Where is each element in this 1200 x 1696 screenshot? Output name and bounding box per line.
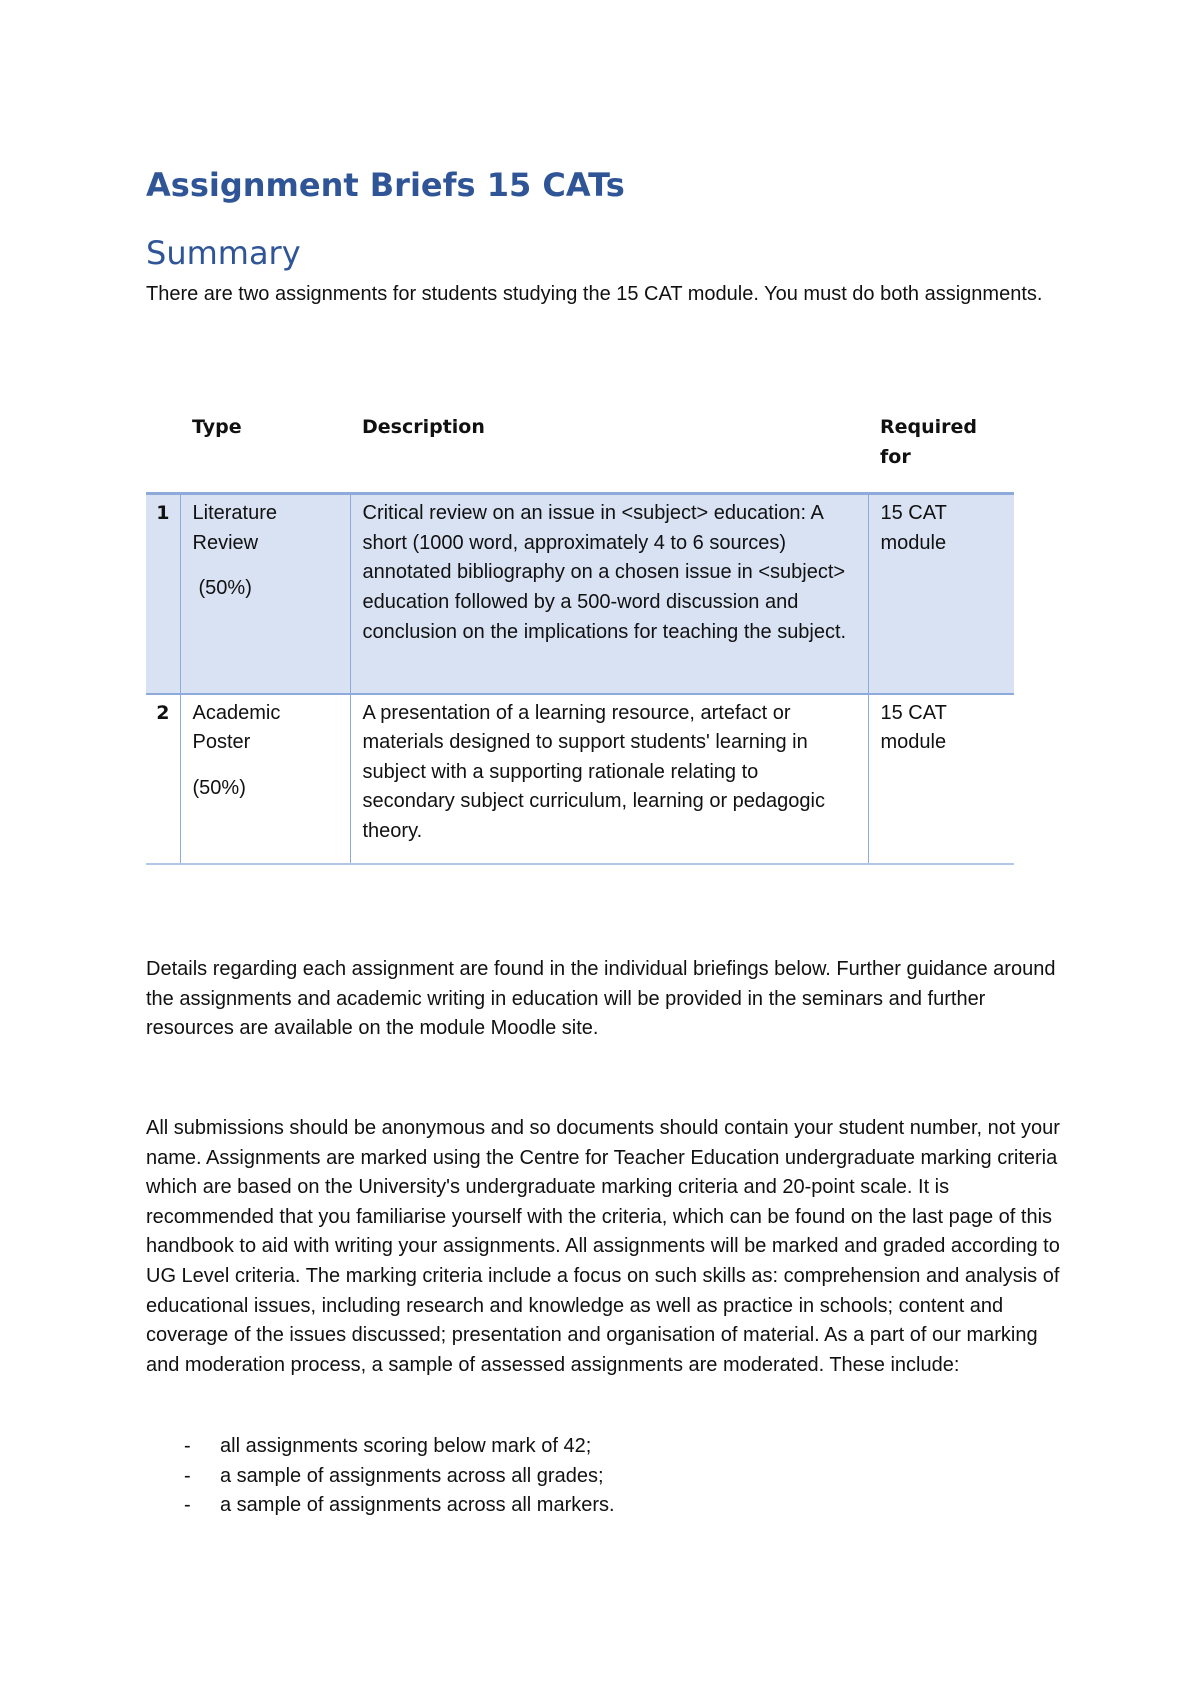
assignment-required-for: 15 CAT module xyxy=(868,694,1014,864)
bullet-dash: - xyxy=(184,1464,191,1487)
assignment-type-cell xyxy=(180,494,350,694)
details-paragraph: Details regarding each assignment are found in the individual briefings below. Further guidance around the assignments and academic writing in education will be provided in the seminars and further resources are available on the module Moodle site. xyxy=(146,958,1056,1040)
summary-heading: Summary xyxy=(146,234,301,272)
intro-paragraph: There are two assignments for students studying the 15 CAT module. You must do both assignments. xyxy=(146,283,1043,305)
assignment-description: A presentation of a learning resource, artefact or materials designed to support students' learning in subject with a supporting rationale relating to secondary subject curriculum, learning or pedagogic theory. xyxy=(350,694,868,864)
header-number xyxy=(146,405,180,494)
header-description: Description xyxy=(350,405,868,494)
row-number: 1 xyxy=(146,494,180,694)
assignment-weight: (50%) xyxy=(192,776,246,799)
assignment-weight: (50%) xyxy=(198,577,252,600)
moderation-list xyxy=(146,1432,615,1521)
header-required-for: Required for xyxy=(868,405,1014,494)
list-item-text: all assignments scoring below mark of 42; xyxy=(220,1435,592,1457)
assignment-type: Academic Poster xyxy=(192,701,281,754)
assignment-description: Critical review on an issue in <subject> education: A short (1000 word, approximately 4 to 6 sources) annotated bibliography on a chosen issue in <subject> education followed by a 500-word discussion and conclusion on the implications for teaching the subject. xyxy=(350,494,868,694)
bullet-dash: - xyxy=(184,1435,191,1457)
list-item xyxy=(146,1462,615,1492)
assignments-table xyxy=(146,405,1014,865)
table-row xyxy=(146,494,1014,694)
list-item xyxy=(146,1432,615,1462)
submissions-paragraph: All submissions should be anonymous and so documents should contain your student number, not your name. Assignments are marked using the Centre for Teacher Education undergraduate marking criteria which are based on the University's undergraduate marking criteria and 20-point scale. It is recommended that you familiarise yourself with the criteria, which can be found on the last page of this handbook to aid with writing your assignments. All assignments will be marked and graded according to UG Level criteria. The marking criteria include a focus on such skills as: comprehension and analysis of educational issues, including research and knowledge as well as practice in schools; content and coverage of the issues discussed; presentation and organisation of material. As a part of our marking and moderation process, a sample of assessed assignments are moderated. These include: xyxy=(146,1117,1060,1376)
list-item-text: a sample of assignments across all grades; xyxy=(220,1464,604,1487)
list-item-text: a sample of assignments across all markers. xyxy=(220,1494,615,1517)
bullet-dash: - xyxy=(184,1494,191,1517)
document-title: Assignment Briefs 15 CATs xyxy=(146,166,625,204)
header-type: Type xyxy=(180,405,350,494)
row-number: 2 xyxy=(146,694,180,864)
table-row xyxy=(146,694,1014,864)
assignment-type: Literature Review xyxy=(192,502,277,554)
assignment-type-cell xyxy=(180,694,350,864)
list-item xyxy=(146,1491,615,1521)
table-header-row xyxy=(146,405,1014,494)
assignment-required-for: 15 CAT module xyxy=(868,494,1014,694)
